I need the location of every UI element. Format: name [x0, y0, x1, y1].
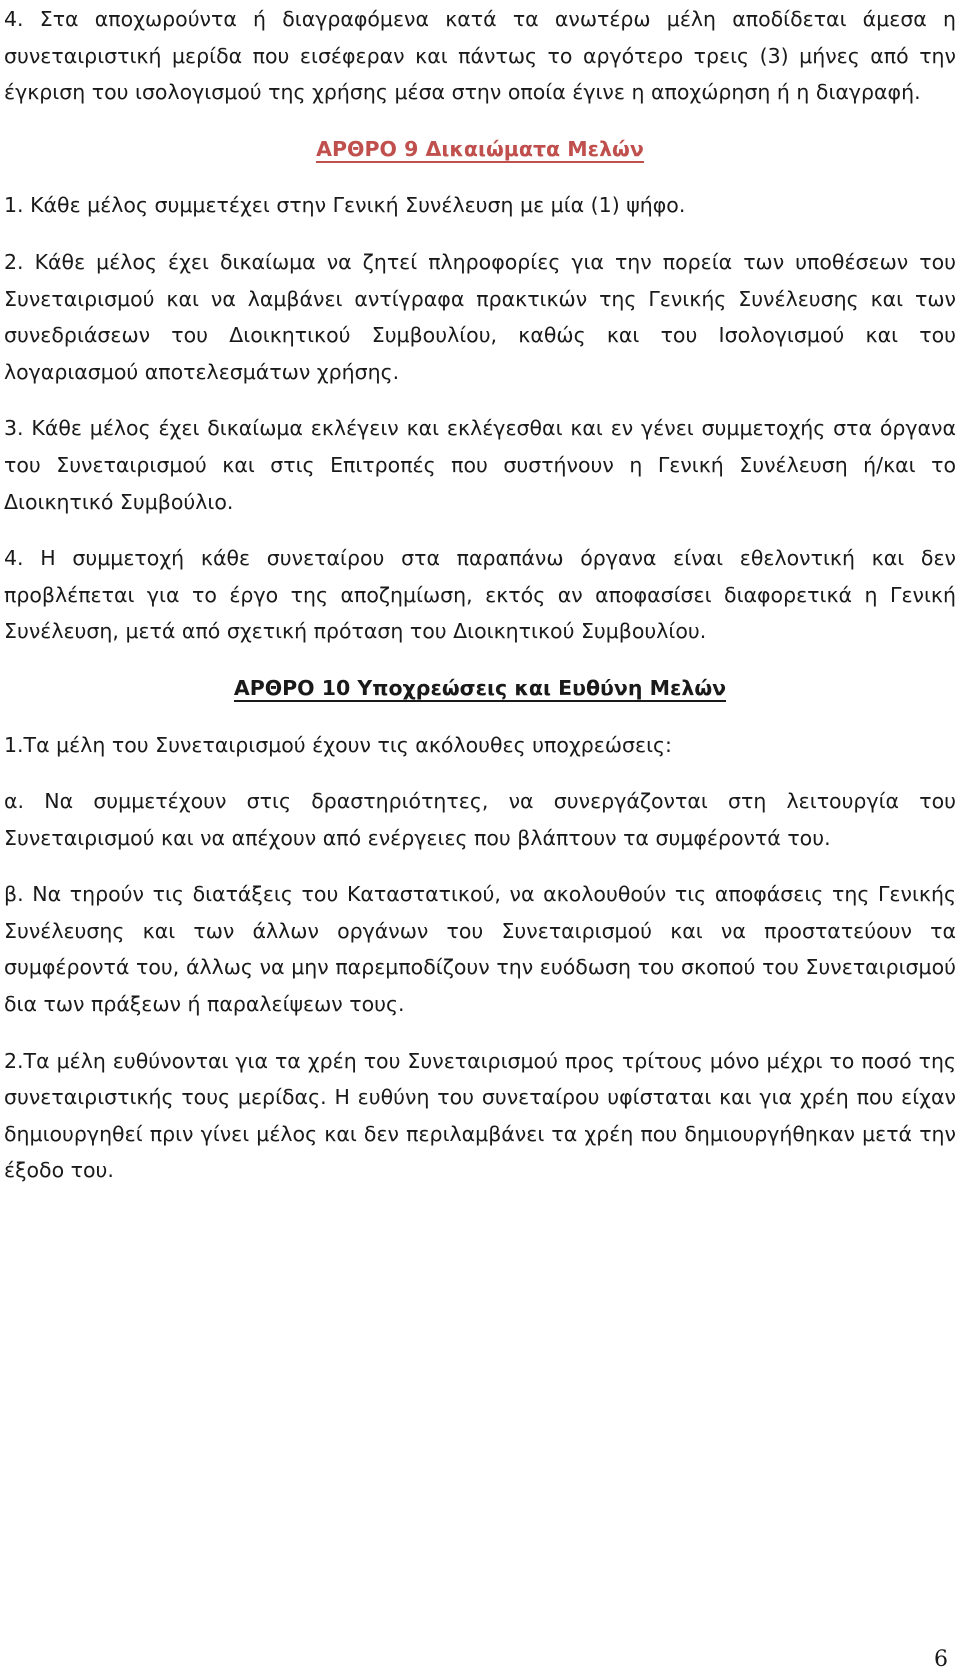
- paragraph-deleted-members-refund: 4. Στα αποχωρούντα ή διαγραφόμενα κατά τα ανωτέρω μέλη αποδίδεται άμεσα η συνεταιριστική μερίδα που εισέφεραν και πάντως το αργότερο τρεις (3) μήνες από την έγκριση του ισολογισμού της χρήσης μέσα στην οποία έγινε η αποχώρηση ή η διαγραφή.: [4, 7, 956, 105]
- article-10-item-2: 2.Τα μέλη ευθύνονται για τα χρέη του Συνεταιρισμού προς τρίτους μόνο μέχρι το ποσό της συνεταιριστικής τους μερίδας. Η ευθύνη του συνεταίρου υφίσταται και για χρέη που είχαν δημιουργηθεί πριν γίνει μέλος και δεν περιλαμβάνει τα χρέη που δημιουργήθηκαν μετά την έξοδο του.: [4, 1048, 956, 1183]
- article-10-item-a: α. Να συμμετέχουν στις δραστηριότητες, να συνεργάζονται στη λειτουργία του Συνεταιρισμού και να απέχουν από ενέργειες που βλάπτουν τα συμφέροντά του.: [4, 789, 956, 850]
- article-10-heading: [4, 670, 956, 707]
- article-9-heading-text: ΑΡΘΡΟ 9 Δικαιώματα Μελών: [316, 136, 644, 161]
- article-10-item-b: β. Να τηρούν τις διατάξεις του Καταστατικού, να ακολουθούν τις αποφάσεις της Γενικής Συνέλευσης και των άλλων οργάνων του Συνεταιρισμού και να προστατεύουν τα συμφέροντά του, άλλως να μην παρεμποδίζουν την ευόδωση του σκοπού του Συνεταιρισμού δια των πράξεων ή παραλείψεων τους.: [4, 882, 956, 1017]
- article-10-heading-text: ΑΡΘΡΟ 10 Υποχρεώσεις και Ευθύνη Μελών: [233, 675, 727, 700]
- page-number: 6: [934, 1647, 948, 1672]
- article-9-item-2: 2. Κάθε μέλος έχει δικαίωμα να ζητεί πληροφορίες για την πορεία των υποθέσεων του Συνεταιρισμού και να λαμβάνει αντίγραφα πρακτικών της Γενικής Συνέλευσης και των συνεδριάσεων του Διοικητικού Συμβουλίου, καθώς και του Ισολογισμού και του λογαριασμού αποτελεσμάτων χρήσης.: [4, 249, 956, 384]
- article-9-item-1: 1. Κάθε μέλος συμμετέχει στην Γενική Συνέλευση με μία (1) ψήφο.: [4, 193, 686, 218]
- article-10-item-1: 1.Τα μέλη του Συνεταιρισμού έχουν τις ακόλουθες υποχρεώσεις:: [4, 732, 672, 757]
- article-9-heading: [4, 131, 956, 168]
- article-9-item-4: 4. Η συμμετοχή κάθε συνεταίρου στα παραπάνω όργανα είναι εθελοντική και δεν προβλέπεται για το έργο της αποζημίωση, εκτός αν αποφασίσει διαφορετικά η Γενική Συνέλευση, μετά από σχετική πρόταση του Διοικητικού Συμβουλίου.: [4, 546, 956, 644]
- document-body: [4, 0, 956, 1209]
- article-9-item-3: 3. Κάθε μέλος έχει δικαίωμα εκλέγειν και εκλέγεσθαι και εν γένει συμμετοχής στα όργανα του Συνεταιρισμού και στις Επιτροπές που συστήνουν η Γενική Συνέλευση ή/και το Διοικητικό Συμβούλιο.: [4, 416, 956, 514]
